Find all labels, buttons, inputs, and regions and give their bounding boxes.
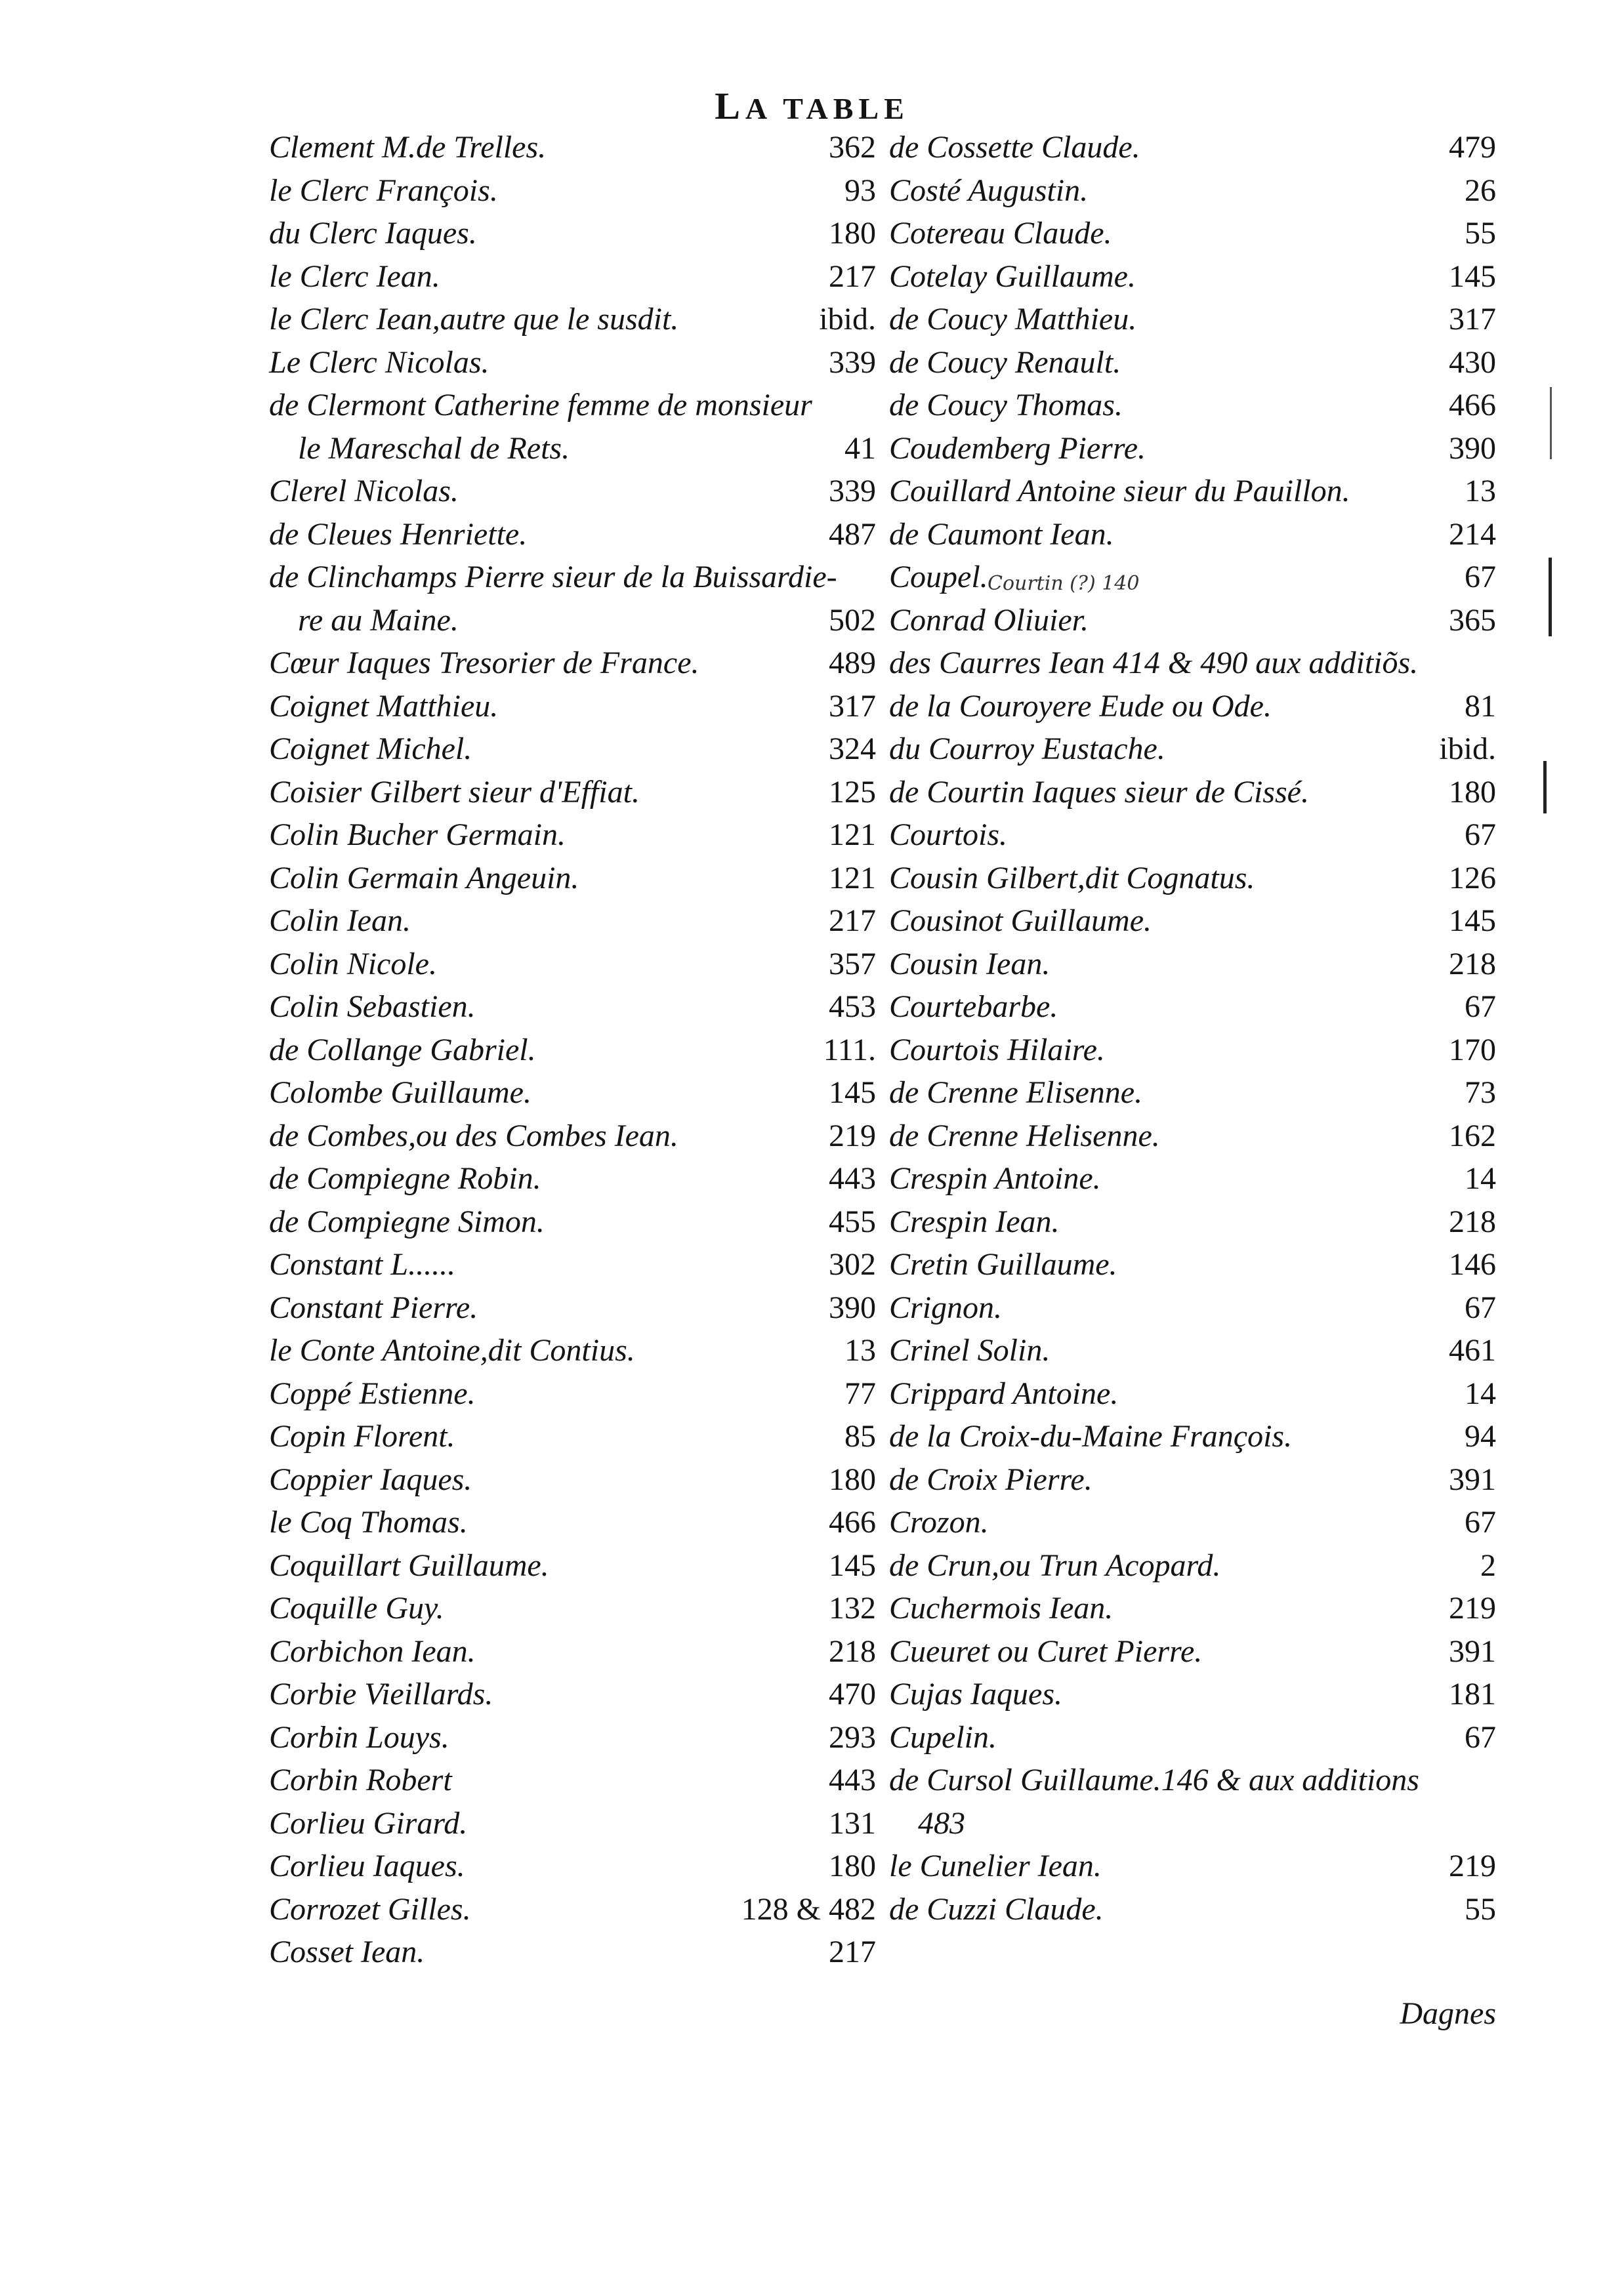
- entry-page: 180: [829, 1462, 876, 1497]
- entry-name: Cousin Gilbert,dit Cognatus.: [889, 860, 1255, 895]
- entry-page: 41: [844, 430, 876, 466]
- entry-name: de Courtin Iaques sieur de Cissé.: [889, 774, 1309, 810]
- entry-name: Coquille Guy.: [269, 1591, 444, 1626]
- entry-page: 67: [1465, 1719, 1496, 1755]
- entry-page: 55: [1465, 1891, 1496, 1927]
- entry-name: Constant L......: [269, 1247, 456, 1282]
- entry-name: Coignet Michel.: [269, 731, 472, 766]
- entry-name: Cœur Iaques Tresorier de France.: [269, 646, 699, 680]
- entry-name: Clement M.de Trelles.: [269, 130, 547, 165]
- entry-page: 502: [829, 602, 876, 638]
- entry-name: Crinel Solin.: [889, 1333, 1051, 1368]
- entry-name: de Crun,ou Trun Acopard.: [889, 1548, 1221, 1583]
- index-entry: [889, 556, 1496, 599]
- index-entry: [269, 771, 876, 814]
- entry-page: 217: [829, 903, 876, 938]
- entry-name: le Cunelier Iean.: [889, 1849, 1102, 1883]
- entry-name: Coppier Iaques.: [269, 1462, 472, 1497]
- entry-name: 483: [918, 1805, 965, 1841]
- index-entry: [889, 1415, 1496, 1458]
- index-entry: [889, 341, 1496, 384]
- index-entry: [889, 1544, 1496, 1588]
- entry-page: 357: [829, 946, 876, 981]
- index-entry: [889, 470, 1496, 513]
- entry-page: 466: [1449, 388, 1496, 422]
- index-entry: [269, 1415, 876, 1458]
- entry-name: Corbin Louys.: [269, 1719, 449, 1755]
- index-entry: [269, 126, 876, 169]
- index-entry: [889, 513, 1496, 556]
- entry-page: 180: [829, 216, 876, 251]
- entry-name: Courtois.: [889, 817, 1008, 852]
- handwritten-annotation: Courtin (?) 140: [988, 572, 1140, 595]
- entry-page: 219: [1449, 1591, 1496, 1626]
- entry-name: Cousin Iean.: [889, 946, 1051, 981]
- entry-page: 461: [1449, 1333, 1496, 1368]
- entry-page: 131: [829, 1805, 876, 1841]
- index-entry: [269, 1587, 876, 1630]
- entry-name: Crozon.: [889, 1505, 989, 1540]
- entry-name: Copin Florent.: [269, 1419, 455, 1454]
- entry-name: Corlieu Iaques.: [269, 1849, 465, 1883]
- entry-name: le Mareschal de Rets.: [298, 430, 570, 466]
- index-entry: [889, 1845, 1496, 1888]
- page-header: [0, 84, 1624, 128]
- index-entry: [889, 985, 1496, 1029]
- header-initial: L: [715, 85, 745, 127]
- entry-page: ibid.: [1439, 731, 1496, 766]
- entry-name: le Clerc Iean,autre que le susdit.: [269, 302, 679, 337]
- index-entry: [889, 1243, 1496, 1286]
- entry-name: Constant Pierre.: [269, 1290, 478, 1325]
- entry-page: 430: [1449, 344, 1496, 380]
- index-entry: [269, 556, 876, 599]
- entry-name: de la Croix-du-Maine François.: [889, 1419, 1293, 1454]
- catchword: Dagnes: [1400, 1996, 1496, 2031]
- entry-page: 479: [1449, 130, 1496, 165]
- index-entry: [889, 1157, 1496, 1200]
- entry-name: de Caumont Iean.: [889, 516, 1114, 552]
- entry-name: Le Clerc Nicolas.: [269, 344, 489, 380]
- margin-mark: [1550, 387, 1552, 459]
- entry-page: 170: [1449, 1032, 1496, 1067]
- entry-name: Coisier Gilbert sieur d'Effiat.: [269, 774, 640, 810]
- entry-page: 218: [829, 1633, 876, 1669]
- entry-name: de Coucy Thomas.: [889, 388, 1123, 422]
- entry-name: Coupel.: [889, 560, 988, 594]
- entry-name: de Compiegne Simon.: [269, 1204, 545, 1239]
- entry-name: Conrad Oliuier.: [889, 602, 1089, 638]
- entry-name: Crippard Antoine.: [889, 1376, 1119, 1411]
- margin-mark: [1543, 761, 1547, 813]
- entry-name: Cotereau Claude.: [889, 216, 1112, 251]
- entry-name: Crespin Antoine.: [889, 1161, 1101, 1196]
- index-entry: [889, 1587, 1496, 1630]
- entry-name: Cujas Iaques.: [889, 1677, 1062, 1712]
- index-entry: [889, 899, 1496, 943]
- entry-page: 466: [829, 1505, 876, 1540]
- entry-name: des Caurres Iean 414 & 490 aux additiõs.: [889, 646, 1419, 680]
- entry-page: 180: [1449, 774, 1496, 810]
- entry-name: Corbichon Iean.: [269, 1633, 476, 1669]
- entry-name: Colin Germain Angeuin.: [269, 860, 579, 895]
- index-entry: [269, 384, 876, 427]
- index-entry: [269, 1372, 876, 1416]
- entry-page: 145: [829, 1548, 876, 1583]
- entry-name: Colin Nicole.: [269, 946, 437, 981]
- index-entry: [889, 771, 1496, 814]
- header-text: A TABLE: [745, 92, 909, 125]
- entry-name: de Cursol Guillaume.146 & aux additions: [889, 1763, 1419, 1797]
- index-entry: [269, 642, 876, 685]
- index-entry: [889, 1501, 1496, 1544]
- index-entry: [269, 1501, 876, 1544]
- entry-page: 81: [1465, 688, 1496, 724]
- entry-name: Colin Iean.: [269, 903, 411, 938]
- index-entry: [889, 1115, 1496, 1158]
- entry-name: Cueuret ou Curet Pierre.: [889, 1633, 1203, 1669]
- entry-page: 145: [1449, 903, 1496, 938]
- entry-page: 77: [844, 1376, 876, 1411]
- index-entry: [889, 728, 1496, 771]
- entry-name: Cotelay Guillaume.: [889, 258, 1136, 294]
- entry-name: Colin Bucher Germain.: [269, 817, 566, 852]
- entry-name: le Coq Thomas.: [269, 1505, 468, 1540]
- index-entry: [889, 212, 1496, 255]
- index-entry: [889, 255, 1496, 298]
- index-entry: [269, 470, 876, 513]
- entry-page: 453: [829, 989, 876, 1024]
- index-entry: [889, 1759, 1496, 1802]
- entry-name: de Combes,ou des Combes Iean.: [269, 1118, 678, 1153]
- entry-page: 162: [1449, 1118, 1496, 1153]
- entry-page: 219: [1449, 1849, 1496, 1883]
- entry-name: Corbie Vieillards.: [269, 1677, 493, 1712]
- entry-page: 180: [829, 1849, 876, 1883]
- entry-name: Courtebarbe.: [889, 989, 1058, 1024]
- entry-page: 67: [1465, 560, 1496, 594]
- entry-name: de Coucy Renault.: [889, 344, 1121, 380]
- index-entry: [889, 1802, 1496, 1845]
- index-entry: [269, 1630, 876, 1673]
- entry-name: de Clinchamps Pierre sieur de la Buissardie-: [269, 560, 837, 594]
- entry-page: 302: [829, 1247, 876, 1282]
- index-entry: [269, 1931, 876, 1974]
- index-entry: [269, 1759, 876, 1802]
- entry-name: de Collange Gabriel.: [269, 1032, 536, 1067]
- margin-mark: [1549, 558, 1552, 636]
- entry-name: Coudemberg Pierre.: [889, 430, 1146, 466]
- index-column-left: [269, 126, 876, 1974]
- entry-name: de Coucy Matthieu.: [889, 302, 1137, 337]
- index-entry: [269, 1802, 876, 1845]
- entry-name: Clerel Nicolas.: [269, 474, 459, 508]
- index-entry: [269, 813, 876, 857]
- index-entry: [269, 255, 876, 298]
- entry-name: de Cuzzi Claude.: [889, 1891, 1104, 1927]
- index-entry: [269, 1458, 876, 1502]
- entry-name: Colin Sebastien.: [269, 989, 476, 1024]
- entry-name: de Crenne Helisenne.: [889, 1118, 1160, 1153]
- entry-page: 73: [1465, 1075, 1496, 1110]
- entry-page: 391: [1449, 1633, 1496, 1669]
- entry-name: Cosset Iean.: [269, 1935, 425, 1969]
- index-entry: [269, 169, 876, 213]
- entry-page: 362: [829, 130, 876, 165]
- index-entry: [269, 857, 876, 900]
- entry-page: 390: [829, 1290, 876, 1325]
- index-entry: [269, 1029, 876, 1072]
- index-entry: [269, 1243, 876, 1286]
- index-entry: [889, 126, 1496, 169]
- index-entry: [269, 1115, 876, 1158]
- entry-page: 487: [829, 516, 876, 552]
- entry-page: 293: [829, 1719, 876, 1755]
- entry-name: de Compiegne Robin.: [269, 1161, 541, 1196]
- entry-name: le Conte Antoine,dit Contius.: [269, 1333, 635, 1368]
- index-entry: [889, 685, 1496, 728]
- index-entry: [269, 427, 876, 470]
- entry-name: de Clermont Catherine femme de monsieur: [269, 388, 812, 422]
- entry-name: Colombe Guillaume.: [269, 1075, 531, 1110]
- index-entry: [889, 1673, 1496, 1716]
- entry-page: 145: [1449, 258, 1496, 294]
- index-entry: [889, 1458, 1496, 1502]
- entry-page: 317: [829, 688, 876, 724]
- entry-page: 94: [1465, 1419, 1496, 1454]
- entry-name: re au Maine.: [298, 602, 459, 638]
- entry-name: Corbin Robert: [269, 1763, 452, 1797]
- index-entry: [269, 1888, 876, 1931]
- entry-name: Couillard Antoine sieur du Pauillon.: [889, 474, 1350, 508]
- entry-name: Costé Augustin.: [889, 173, 1089, 208]
- entry-name: Cretin Guillaume.: [889, 1247, 1117, 1282]
- index-entry: [889, 1329, 1496, 1372]
- entry-page: 317: [1449, 302, 1496, 337]
- entry-page: 219: [829, 1118, 876, 1153]
- entry-name: du Courroy Eustache.: [889, 731, 1165, 766]
- index-entry: [269, 1286, 876, 1330]
- index-entry: [889, 813, 1496, 857]
- entry-name: Cuchermois Iean.: [889, 1591, 1114, 1626]
- index-entry: [889, 599, 1496, 642]
- entry-name: le Clerc Iean.: [269, 258, 440, 294]
- index-entry: [269, 298, 876, 341]
- entry-page: 145: [829, 1075, 876, 1110]
- entry-page: 14: [1465, 1161, 1496, 1196]
- index-entry: [889, 1071, 1496, 1115]
- index-entry: [889, 943, 1496, 986]
- index-entry: [889, 1888, 1496, 1931]
- entry-page: 125: [829, 774, 876, 810]
- entry-page: 217: [829, 258, 876, 294]
- index-entry: [269, 212, 876, 255]
- entry-name: de Crenne Elisenne.: [889, 1075, 1143, 1110]
- entry-name: de Cleues Henriette.: [269, 516, 528, 552]
- entry-page: 13: [1465, 474, 1496, 508]
- index-entry: [889, 1372, 1496, 1416]
- entry-page: 67: [1465, 1290, 1496, 1325]
- entry-page: 470: [829, 1677, 876, 1712]
- entry-page: 85: [844, 1419, 876, 1454]
- index-entry: [269, 1329, 876, 1372]
- index-entry: [889, 169, 1496, 213]
- entry-name: Coquillart Guillaume.: [269, 1548, 549, 1583]
- index-entry: [269, 1200, 876, 1244]
- index-entry: [269, 1673, 876, 1716]
- entry-name: Corlieu Girard.: [269, 1805, 468, 1841]
- entry-page: 121: [829, 860, 876, 895]
- index-entry: [269, 1845, 876, 1888]
- entry-page: 218: [1449, 1204, 1496, 1239]
- entry-page: 93: [844, 173, 876, 208]
- entry-name: le Clerc François.: [269, 173, 498, 208]
- entry-page: 391: [1449, 1462, 1496, 1497]
- entry-page: 146: [1449, 1247, 1496, 1282]
- entry-page: 217: [829, 1935, 876, 1969]
- index-entry: [889, 1200, 1496, 1244]
- index-entry: [269, 1544, 876, 1588]
- entry-page: 214: [1449, 516, 1496, 552]
- entry-page: 132: [829, 1591, 876, 1626]
- index-entry: [889, 384, 1496, 427]
- index-entry: [269, 513, 876, 556]
- index-entry: [269, 1716, 876, 1759]
- entry-page: 181: [1449, 1677, 1496, 1712]
- index-entry: [889, 857, 1496, 900]
- entry-name: de Croix Pierre.: [889, 1462, 1093, 1497]
- entry-page: 67: [1465, 817, 1496, 852]
- entry-name: Crespin Iean.: [889, 1204, 1060, 1239]
- index-entry: [269, 985, 876, 1029]
- entry-page: 218: [1449, 946, 1496, 981]
- entry-name: Crignon.: [889, 1290, 1003, 1325]
- index-entry: [269, 728, 876, 771]
- entry-page: 126: [1449, 860, 1496, 895]
- entry-page: 121: [829, 817, 876, 852]
- entry-page: 390: [1449, 430, 1496, 466]
- index-column-right: [889, 126, 1496, 1931]
- entry-page: 443: [829, 1161, 876, 1196]
- index-entry: [269, 899, 876, 943]
- entry-page: 128 & 482: [741, 1891, 876, 1927]
- entry-page: 67: [1465, 1505, 1496, 1540]
- entry-name: Cousinot Guillaume.: [889, 903, 1152, 938]
- entry-page: 67: [1465, 989, 1496, 1024]
- entry-page: 489: [829, 646, 876, 680]
- entry-page: 26: [1465, 173, 1496, 208]
- entry-name: Courtois Hilaire.: [889, 1032, 1105, 1067]
- entry-name: Cupelin.: [889, 1719, 997, 1755]
- entry-name: de la Couroyere Eude ou Ode.: [889, 688, 1272, 724]
- index-entry: [889, 1716, 1496, 1759]
- index-entry: [889, 642, 1496, 685]
- index-entry: [269, 685, 876, 728]
- entry-page: 55: [1465, 216, 1496, 251]
- entry-name: du Clerc Iaques.: [269, 216, 477, 251]
- entry-page: 443: [829, 1763, 876, 1797]
- entry-name: de Cossette Claude.: [889, 130, 1140, 165]
- entry-page: 2: [1480, 1548, 1496, 1583]
- entry-name: Coppé Estienne.: [269, 1376, 476, 1411]
- index-entry: [269, 599, 876, 642]
- index-entry: [889, 1630, 1496, 1673]
- entry-page: 339: [829, 344, 876, 380]
- entry-page: 111.: [823, 1032, 876, 1067]
- index-entry: [269, 943, 876, 986]
- entry-page: 14: [1465, 1376, 1496, 1411]
- entry-page: 13: [844, 1333, 876, 1368]
- index-entry: [889, 1286, 1496, 1330]
- index-entry: [889, 1029, 1496, 1072]
- entry-name: Coignet Matthieu.: [269, 688, 499, 724]
- entry-page: 339: [829, 474, 876, 508]
- index-entry: [269, 341, 876, 384]
- index-entry: [269, 1157, 876, 1200]
- index-entry: [889, 298, 1496, 341]
- entry-page: 365: [1449, 602, 1496, 638]
- entry-page: 455: [829, 1204, 876, 1239]
- entry-page: 324: [829, 731, 876, 766]
- index-entry: [889, 427, 1496, 470]
- entry-name: Corrozet Gilles.: [269, 1891, 471, 1927]
- index-entry: [269, 1071, 876, 1115]
- entry-page: ibid.: [819, 302, 876, 337]
